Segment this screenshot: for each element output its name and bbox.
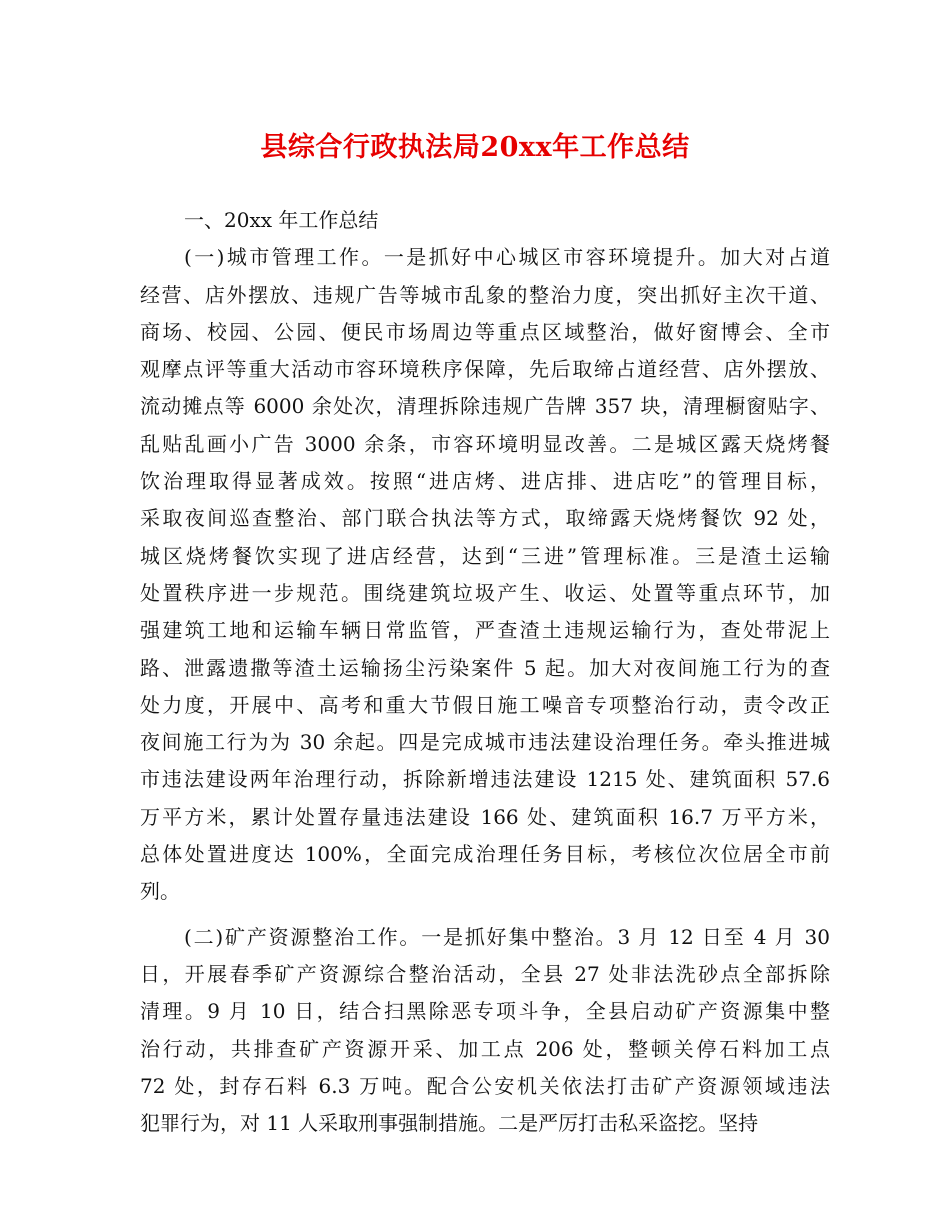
paragraph-line: 市违法建设两年治理行动，拆除新增违法建设 1215 处、建筑面积 57.6 [140,767,830,792]
paragraph-line: 观摩点评等重大活动市容环境秩序保障，先后取缔占道经营、店外摆放、 [140,357,830,382]
paragraph-line: 路、泄露遗撒等渣土运输扬尘污染案件 5 起。加大对夜间施工行为的查 [140,655,830,680]
paragraph-line: 饮治理取得显著成效。按照“进店烤、进店排、进店吃”的管理目标， [140,469,830,494]
paragraph-line: 总体处置进度达 100%，全面完成治理任务目标，考核位次位居全市前 [140,842,830,867]
paragraph-line: 乱贴乱画小广告 3000 余条，市容环境明显改善。二是城区露天烧烤餐 [140,431,830,456]
paragraph-line: 72 处，封存石料 6.3 万吨。配合公安机关依法打击矿产资源领域违法 [140,1073,830,1098]
paragraph-line: 万平方米，累计处置存量违法建设 166 处、建筑面积 16.7 万平方米， [140,804,830,829]
paragraph-first-line: (二)矿产资源整治工作。一是抓好集中整治。3 月 12 日至 4 月 30 [184,924,830,949]
paragraph-line: 处力度，开展中、高考和重大节假日施工噪音专项整治行动，责令改正 [140,692,830,717]
paragraph-line: 夜间施工行为为 30 余起。四是完成城市违法建设治理任务。牵头推进城 [140,730,830,755]
paragraph-first-line: (一)城市管理工作。一是抓好中心城区市容环境提升。加大对占道 [184,245,830,270]
paragraph-line: 强建筑工地和运输车辆日常监管，严查渣土违规运输行为，查处带泥上 [140,618,830,643]
paragraph-line: 处置秩序进一步规范。围绕建筑垃圾产生、收运、处置等重点环节，加 [140,580,830,605]
paragraph-first-line: 一、20xx 年工作总结 [184,208,379,232]
paragraph-line: 列。 [140,879,180,904]
paragraph-line: 日，开展春季矿产资源综合整治活动，全县 27 处非法洗砂点全部拆除 [140,961,830,986]
document-title: 县综合行政执法局20xx年工作总结 [260,132,690,163]
paragraph-line: 清理。9 月 10 日，结合扫黑除恶专项斗争，全县启动矿产资源集中整 [140,999,830,1024]
paragraph-line: 采取夜间巡查整治、部门联合执法等方式，取缔露天烧烤餐饮 92 处， [140,506,830,531]
paragraph-line: 城区烧烤餐饮实现了进店经营，达到“三进”管理标准。三是渣土运输 [140,543,830,568]
paragraph-line: 经营、店外摆放、违规广告等城市乱象的整治力度，突出抓好主次干道、 [140,282,830,307]
paragraph-line: 流动摊点等 6000 余处次，清理拆除违规广告牌 357 块，清理橱窗贴字、 [140,394,830,419]
paragraph-line: 治行动，共排查矿产资源开采、加工点 206 处，整顿关停石料加工点 [140,1036,830,1061]
paragraph-line: 犯罪行为，对 11 人采取刑事强制措施。二是严厉打击私采盗挖。坚持 [140,1111,759,1136]
paragraph-line: 商场、校园、公园、便民市场周边等重点区域整治，做好窗博会、全市 [140,319,830,344]
document-body [140,202,830,1142]
